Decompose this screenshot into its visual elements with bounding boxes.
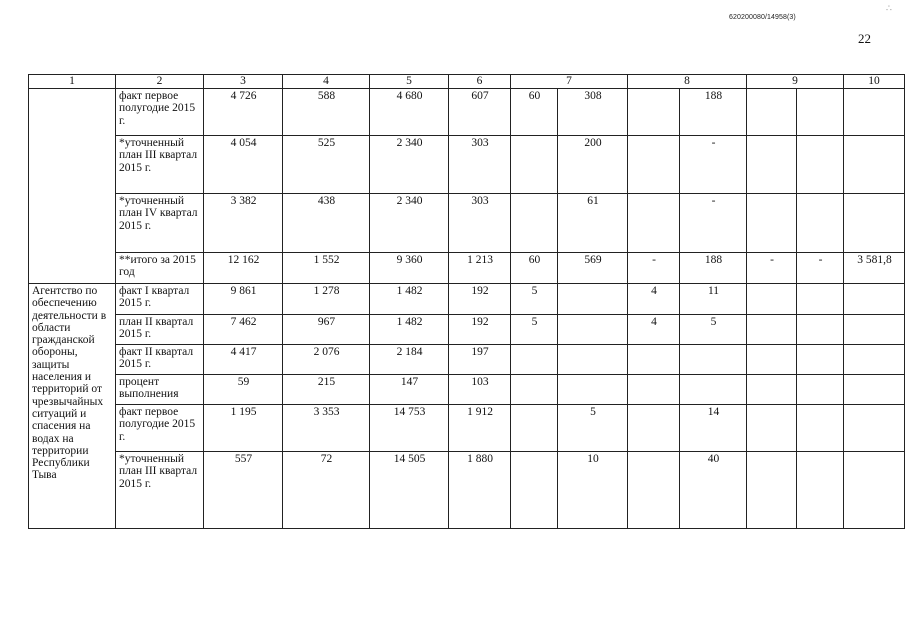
table-cell (558, 284, 628, 315)
table-cell (844, 315, 905, 345)
table-cell: 438 (283, 194, 370, 253)
table-cell (747, 375, 797, 405)
table-cell: 9 360 (370, 253, 449, 284)
data-table (28, 74, 905, 529)
row-label: факт II квартал 2015 г. (116, 345, 204, 375)
table-cell: 200 (558, 136, 628, 194)
table-cell: 607 (449, 89, 511, 136)
table-cell: 188 (680, 253, 747, 284)
table-row (29, 89, 905, 136)
table-cell: 308 (558, 89, 628, 136)
table-cell (797, 315, 844, 345)
table-cell (628, 194, 680, 253)
table-cell (844, 405, 905, 452)
table-cell: 4 054 (204, 136, 283, 194)
table-cell: 588 (283, 89, 370, 136)
table-cell: 103 (449, 375, 511, 405)
table-cell: 188 (680, 89, 747, 136)
table-cell: - (628, 253, 680, 284)
table-cell (628, 405, 680, 452)
table-cell (797, 375, 844, 405)
table-cell (511, 452, 558, 529)
table-cell (844, 284, 905, 315)
column-header: 6 (449, 75, 511, 89)
table-cell (747, 89, 797, 136)
table-row (29, 405, 905, 452)
table-cell: 197 (449, 345, 511, 375)
table-cell (558, 345, 628, 375)
table-row (29, 345, 905, 375)
table-cell (797, 194, 844, 253)
table-cell (797, 345, 844, 375)
table-cell: 303 (449, 194, 511, 253)
table-cell (747, 136, 797, 194)
table-row (29, 375, 905, 405)
row-label: факт I квартал 2015 г. (116, 284, 204, 315)
table-cell: 11 (680, 284, 747, 315)
row-label: **итого за 2015 год (116, 253, 204, 284)
table-cell: 525 (283, 136, 370, 194)
agency-name: Агентство по обеспечению деятельности в области гражданской обороны, защиты населения и территорий от чрезвычайных ситуаций и спасения на водах на территории Республики Тыва (29, 284, 116, 529)
table-cell: 14 505 (370, 452, 449, 529)
column-header: 3 (204, 75, 283, 89)
table-cell: - (747, 253, 797, 284)
table-cell: 192 (449, 315, 511, 345)
table-cell: 4 (628, 284, 680, 315)
table-cell: 1 278 (283, 284, 370, 315)
table-cell (558, 375, 628, 405)
document-number: 620200080/14958(3) (729, 14, 796, 21)
table-cell: 1 880 (449, 452, 511, 529)
table-row (29, 315, 905, 345)
table-cell: 1 482 (370, 315, 449, 345)
table-cell (844, 194, 905, 253)
table-cell: - (797, 253, 844, 284)
table-cell: 5 (558, 405, 628, 452)
table-cell: 967 (283, 315, 370, 345)
table-cell (511, 405, 558, 452)
table-cell (747, 315, 797, 345)
table-cell: 192 (449, 284, 511, 315)
table-cell: 7 462 (204, 315, 283, 345)
column-header: 7 (511, 75, 628, 89)
table-cell (797, 452, 844, 529)
table-cell: 5 (511, 315, 558, 345)
column-header: 2 (116, 75, 204, 89)
table-cell: - (680, 194, 747, 253)
table-cell: 60 (511, 89, 558, 136)
table-cell (844, 375, 905, 405)
table-cell: 147 (370, 375, 449, 405)
table-cell (511, 194, 558, 253)
table-cell (747, 405, 797, 452)
table-cell (680, 375, 747, 405)
table-cell: 1 195 (204, 405, 283, 452)
row-label: факт первое полугодие 2015 г. (116, 405, 204, 452)
table-cell: 5 (511, 284, 558, 315)
table-cell (747, 284, 797, 315)
table-cell: 2 340 (370, 136, 449, 194)
row-label: процент выполнения (116, 375, 204, 405)
table-cell: 3 382 (204, 194, 283, 253)
table-cell (628, 89, 680, 136)
table-cell (680, 345, 747, 375)
table-cell: 1 213 (449, 253, 511, 284)
column-number-row (29, 75, 905, 89)
table-cell: 4 (628, 315, 680, 345)
table-cell: 1 552 (283, 253, 370, 284)
table-cell: 3 581,8 (844, 253, 905, 284)
table-cell (797, 89, 844, 136)
table-cell: 14 753 (370, 405, 449, 452)
table-cell (797, 405, 844, 452)
table-cell: 557 (204, 452, 283, 529)
table-row (29, 136, 905, 194)
table-cell (511, 375, 558, 405)
table-cell: 215 (283, 375, 370, 405)
table-cell: 4 726 (204, 89, 283, 136)
empty-cell (29, 89, 116, 284)
table-cell: 3 353 (283, 405, 370, 452)
table-cell: 9 861 (204, 284, 283, 315)
table-cell: 60 (511, 253, 558, 284)
table-cell (628, 375, 680, 405)
table-cell: - (680, 136, 747, 194)
table-cell (844, 345, 905, 375)
table-cell: 303 (449, 136, 511, 194)
row-label: план II квартал 2015 г. (116, 315, 204, 345)
corner-mark: ∴ (886, 3, 892, 13)
table-cell: 5 (680, 315, 747, 345)
row-label: факт первое полугодие 2015 г. (116, 89, 204, 136)
table-cell (844, 136, 905, 194)
table-cell: 2 184 (370, 345, 449, 375)
table-cell: 40 (680, 452, 747, 529)
row-label: *уточненный план III квартал 2015 г. (116, 136, 204, 194)
table-row (29, 452, 905, 529)
table-row (29, 194, 905, 253)
table-cell (511, 345, 558, 375)
column-header: 4 (283, 75, 370, 89)
table-cell: 72 (283, 452, 370, 529)
table-cell (797, 284, 844, 315)
table-cell (628, 136, 680, 194)
table-cell: 10 (558, 452, 628, 529)
table-cell: 59 (204, 375, 283, 405)
table-cell: 61 (558, 194, 628, 253)
table-cell: 1 482 (370, 284, 449, 315)
table-cell (511, 136, 558, 194)
table-cell: 569 (558, 253, 628, 284)
table-cell: 2 076 (283, 345, 370, 375)
column-header: 10 (844, 75, 905, 89)
table-cell (747, 345, 797, 375)
table-row (29, 284, 905, 315)
table-cell: 12 162 (204, 253, 283, 284)
table-cell (747, 452, 797, 529)
table-cell: 1 912 (449, 405, 511, 452)
table-cell: 4 417 (204, 345, 283, 375)
table-cell (844, 89, 905, 136)
row-label: *уточненный план III квартал 2015 г. (116, 452, 204, 529)
table-cell (844, 452, 905, 529)
column-header: 5 (370, 75, 449, 89)
table-cell: 4 680 (370, 89, 449, 136)
column-header: 1 (29, 75, 116, 89)
table-row (29, 253, 905, 284)
table-cell: 14 (680, 405, 747, 452)
table-cell (747, 194, 797, 253)
page-number: 22 (858, 31, 871, 46)
table-cell: 2 340 (370, 194, 449, 253)
table-cell (558, 315, 628, 345)
table-cell (628, 452, 680, 529)
column-header: 9 (747, 75, 844, 89)
table-cell (797, 136, 844, 194)
column-header: 8 (628, 75, 747, 89)
row-label: *уточненный план IV квартал 2015 г. (116, 194, 204, 253)
table-cell (628, 345, 680, 375)
